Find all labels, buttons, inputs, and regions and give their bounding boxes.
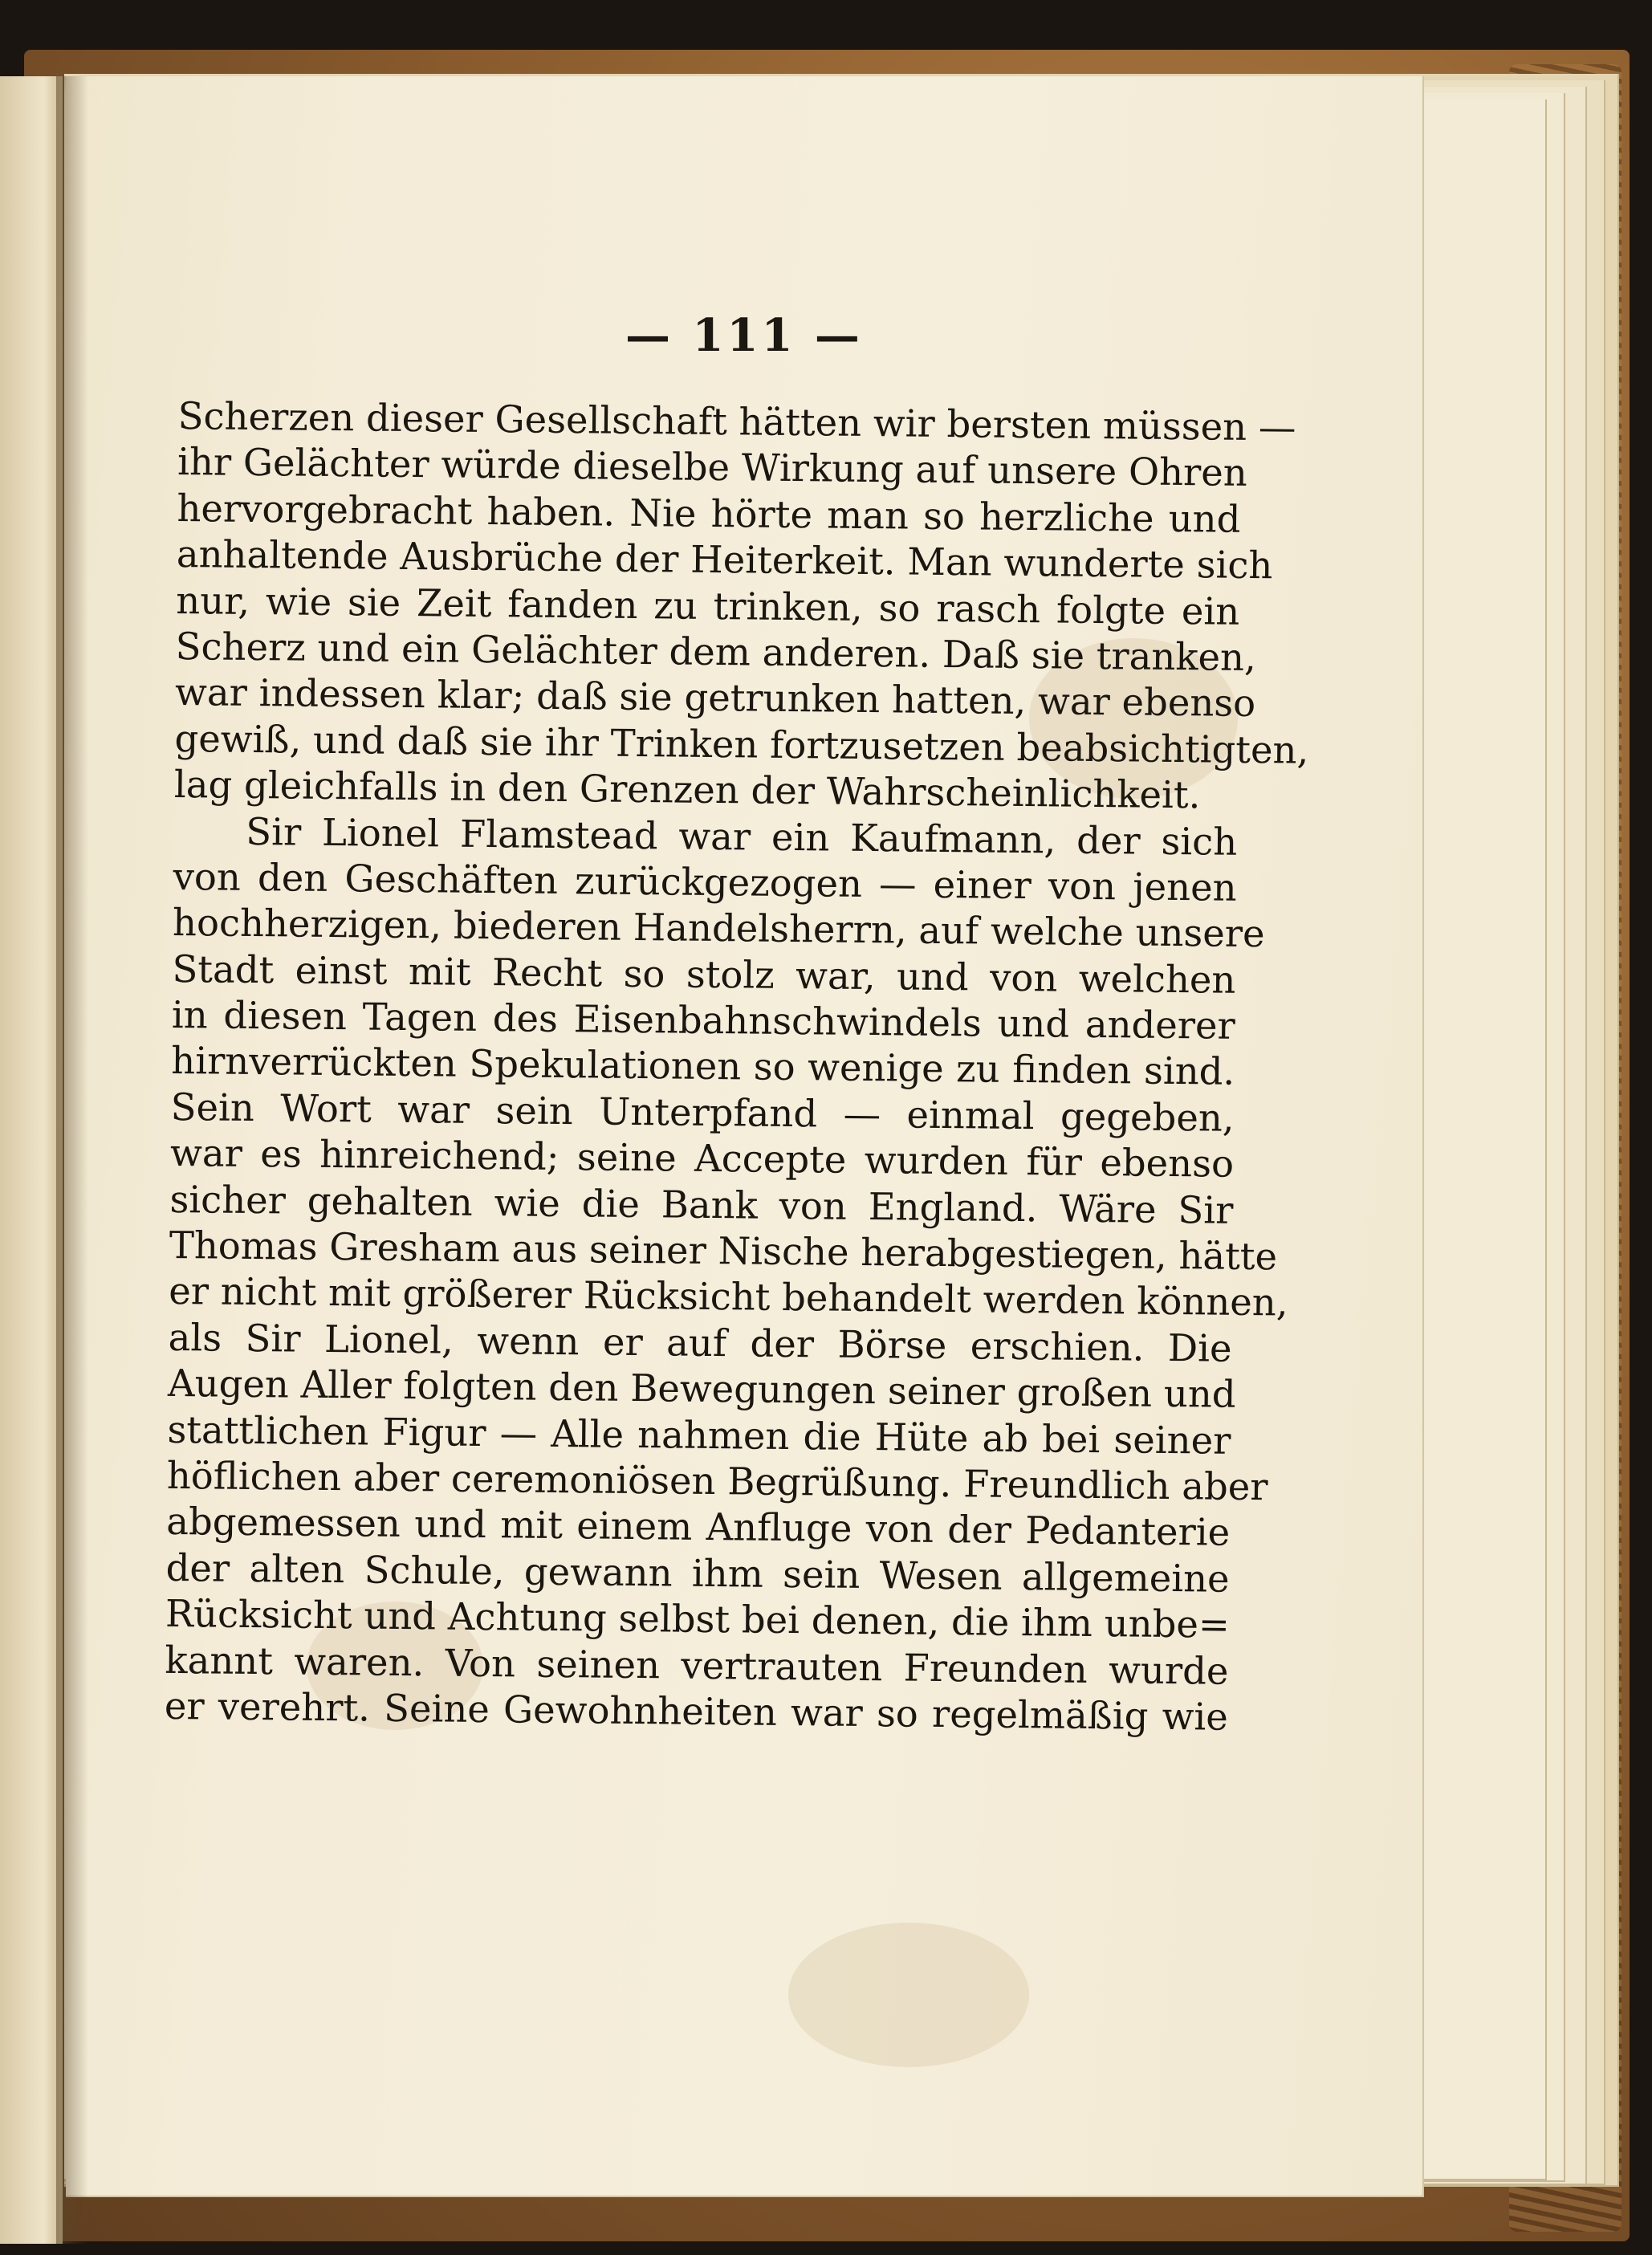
- text-line: der alten Schule, gewann ihm sein Wesen allgemeine: [165, 1545, 1230, 1601]
- text-line: er nicht mit größerer Rücksicht behandelt werden können,: [169, 1269, 1288, 1325]
- text-line: Augen Aller folgten den Bewegungen seiner großen und: [167, 1362, 1236, 1417]
- page-number: — 111 —: [625, 309, 863, 362]
- text-line: hirnverrückten Spekulationen so wenige zu finden sind.: [171, 1039, 1235, 1094]
- text-line: als Sir Lionel, wenn er auf der Börse erschien. Die: [168, 1315, 1232, 1370]
- text-line: Thomas Gresham aus seiner Nische herabgestiegen, hätte: [169, 1223, 1278, 1279]
- text-line: war es hinreichend; seine Accepte wurden für ebenso: [169, 1131, 1235, 1187]
- text-line: kannt waren. Von seinen vertrauten Freunden wurde: [165, 1638, 1229, 1693]
- text-line: sicher gehalten wie die Bank von England. Wäre Sir: [169, 1177, 1234, 1232]
- text-line: Scherzen dieser Gesellschaft hätten wir bersten müssen —: [177, 393, 1296, 450]
- text-line: stattlichen Figur — Alle nahmen die Hüte ab bei seiner: [167, 1407, 1231, 1463]
- text-line: Scherz und ein Gelächter dem anderen. Daß sie tranken,: [175, 624, 1257, 680]
- text-line: in diesen Tagen des Eisenbahnschwindels und anderer: [171, 993, 1236, 1048]
- text-line: abgemessen und mit einem Anfluge von der Pedanterie: [166, 1500, 1231, 1555]
- book-page: [66, 76, 1424, 2197]
- text-line: gewiß, und daß sie ihr Trinken fortzusetzen beabsichtigten,: [174, 716, 1309, 772]
- text-line: Stadt einst mit Recht so stolz war, und von welchen: [172, 946, 1236, 1002]
- text-line: anhaltende Ausbrüche der Heiterkeit. Man wunderte sich: [176, 532, 1273, 588]
- text-line: hochherzigen, biederen Handelsherrn, auf welche unsere: [172, 901, 1265, 956]
- text-line: nur, wie sie Zeit fanden zu trinken, so rasch folgte ein: [176, 578, 1240, 633]
- text-line: lag gleichfalls in den Grenzen der Wahrscheinlichkeit.: [173, 763, 1201, 817]
- text-line: war indessen klar; daß sie getrunken hatten, war ebenso: [174, 670, 1256, 726]
- paper-stain: [788, 1923, 1029, 2067]
- text-line: Rücksicht und Achtung selbst bei denen, die ihm unbe=: [165, 1592, 1231, 1646]
- text-line: hervorgebracht haben. Nie hörte man so herzliche und: [177, 486, 1241, 541]
- body-text: [164, 393, 1309, 1740]
- text-line: höflichen aber ceremoniösen Begrüßung. Freundlich aber: [166, 1453, 1268, 1509]
- text-line: ihr Gelächter würde dieselbe Wirkung auf unsere Ohren: [177, 440, 1248, 495]
- previous-page-sliver: [0, 76, 63, 2244]
- text-line: Sein Wort war sein Unterpfand — einmal gegeben,: [170, 1085, 1235, 1140]
- text-line: er verehrt. Seine Gewohnheiten war so regelmäßig wie: [164, 1683, 1229, 1739]
- text-line: von den Geschäften zurückgezogen — einer von jenen: [173, 854, 1237, 910]
- text-line: Sir Lionel Flamstead war ein Kaufmann, der sich: [246, 809, 1238, 864]
- gutter-shadow: [56, 76, 88, 2244]
